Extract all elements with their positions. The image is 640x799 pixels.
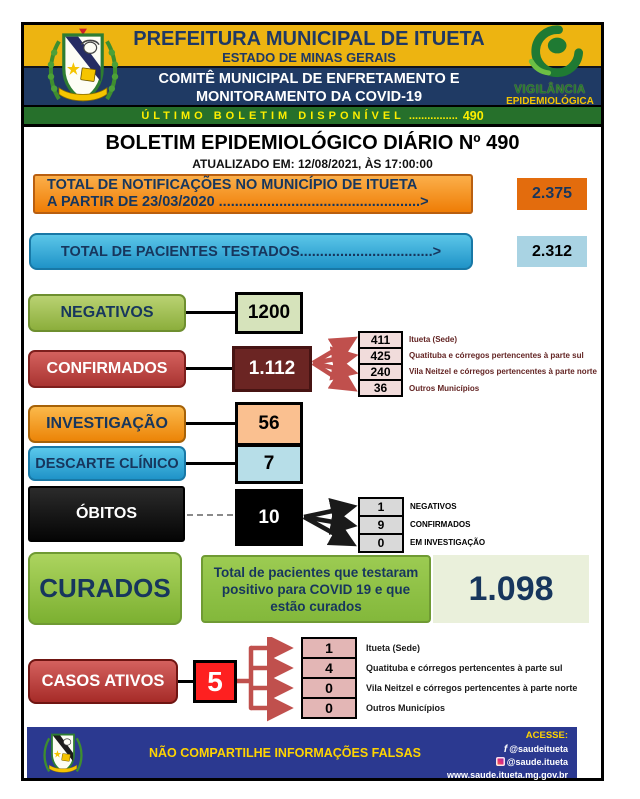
confirmados-breakdown-value: 36	[358, 379, 403, 397]
obitos-breakdown-boxes	[358, 497, 404, 553]
casos-ativos-connector	[178, 680, 193, 683]
footer-facebook-link[interactable]	[400, 743, 568, 757]
casos-ativos-breakdown-boxes	[301, 637, 357, 719]
casos-breakdown-label: Quatituba e córregos pertencentes à parte sul	[366, 663, 563, 673]
confirmados-connector	[186, 367, 232, 370]
last-bulletin-band	[24, 105, 601, 127]
descarte-connector	[186, 462, 235, 465]
descarte-value: 7	[235, 444, 303, 484]
obitos-arrows	[303, 497, 358, 557]
confirmados-breakdown-label: Quatituba e córregos pertencentes à parte sul	[409, 351, 584, 360]
obitos-breakdown-label: EM INVESTIGAÇÃO	[410, 538, 486, 547]
bulletin-title: BOLETIM EPIDEMIOLÓGICO DIÁRIO Nº 490	[105, 132, 520, 154]
descarte-clinico-box: DESCARTE CLÍNICO	[28, 446, 186, 481]
investigacao-value: 56	[235, 402, 303, 446]
obitos-value: 10	[235, 489, 303, 546]
investigacao-connector	[186, 422, 235, 425]
obitos-connector	[187, 514, 233, 516]
investigacao-box: INVESTIGAÇÃO	[28, 405, 186, 443]
bulletin-updated: ATUALIZADO EM: 12/08/2021, ÀS 17:00:00	[192, 157, 433, 171]
confirmados-box: CONFIRMADOS	[28, 350, 186, 388]
last-bulletin-number: 490	[462, 108, 484, 123]
negativos-connector	[186, 311, 235, 314]
negativos-value: 1200	[235, 292, 303, 334]
casos-ativos-bracket-arrows	[237, 637, 301, 725]
footer-coat-of-arms	[40, 730, 86, 776]
vigilancia-epidemiologica-logo	[498, 24, 602, 107]
casos-breakdown-label: Vila Neitzel e córregos pertencentes à parte norte	[366, 683, 578, 693]
casos-breakdown-label: Outros Municípios	[366, 703, 446, 713]
last-bulletin-label: ÚLTIMO BOLETIM DISPONÍVEL	[141, 109, 405, 122]
casos-breakdown-value: 0	[301, 697, 357, 719]
committee-line2: MONITORAMENTO DA COVID-19	[195, 89, 423, 105]
casos-breakdown-value: 1	[301, 637, 357, 659]
epidemiologica-text: EPIDEMIOLÓGICA	[506, 96, 594, 107]
header-title-block	[128, 28, 490, 66]
footer-access-label: ACESSE:	[525, 730, 568, 741]
confirmados-breakdown-label: Outros Municípios	[409, 384, 480, 393]
curados-description: Total de pacientes que testaram positivo para COVID 19 e que estão curados	[213, 564, 419, 614]
footer-message: NÃO COMPARTILHE INFORMAÇÕES FALSAS	[149, 746, 421, 760]
curados-description-box	[201, 555, 431, 623]
footer-social-block	[400, 730, 568, 781]
notifications-bar	[33, 174, 473, 214]
last-bulletin-dots: ................	[408, 109, 458, 122]
facebook-handle: @saudeitueta	[509, 743, 568, 754]
curados-value: 1.098	[433, 555, 589, 623]
obitos-breakdown-value: 1	[358, 497, 404, 517]
obitos-box: ÓBITOS	[28, 486, 185, 542]
confirmados-value: 1.112	[232, 346, 312, 392]
footer-instagram-link[interactable]	[400, 756, 568, 769]
tested-label: TOTAL DE PACIENTES TESTADOS.................................>	[60, 243, 442, 260]
instagram-handle: @saude.itueta	[506, 757, 568, 767]
instagram-icon	[496, 757, 505, 766]
itueta-coat-of-arms	[42, 27, 124, 107]
footer-website-link[interactable]: www.saude.itueta.mg.gov.br	[446, 769, 568, 780]
curados-box: CURADOS	[28, 552, 182, 625]
casos-ativos-value: 5	[193, 660, 237, 703]
confirmados-breakdown-label: Vila Neitzel e córregos pertencentes à parte norte	[409, 367, 597, 376]
obitos-breakdown-value: 9	[358, 515, 404, 535]
confirmados-breakdown-boxes	[358, 331, 403, 397]
tested-value: 2.312	[517, 236, 587, 267]
confirmados-breakdown-value: 240	[358, 363, 403, 381]
casos-ativos-box: CASOS ATIVOS	[28, 659, 178, 704]
notifications-line2: A PARTIR DE 23/03/2020 ..................................................>	[47, 194, 429, 210]
committee-block	[128, 70, 490, 106]
confirmados-breakdown-value: 425	[358, 347, 403, 365]
vigilancia-swoosh-icon	[513, 24, 587, 80]
confirmados-breakdown-value: 411	[358, 331, 403, 349]
vigilancia-text: VIGILÂNCIA	[514, 84, 586, 96]
notifications-value: 2.375	[517, 178, 587, 210]
negativos-box: NEGATIVOS	[28, 294, 186, 332]
committee-line1: COMITÊ MUNICIPAL DE ENFRETAMENTO E	[158, 71, 460, 87]
casos-breakdown-value: 0	[301, 677, 357, 699]
confirmados-fan-arrows	[312, 331, 358, 401]
municipality-title: PREFEITURA MUNICIPAL DE ITUETA	[133, 28, 485, 50]
obitos-breakdown-label: NEGATIVOS	[410, 502, 457, 511]
state-subtitle: ESTADO DE MINAS GERAIS	[222, 50, 396, 65]
confirmados-breakdown-label: Itueta (Sede)	[409, 335, 458, 344]
casos-breakdown-label: Itueta (Sede)	[366, 643, 421, 653]
facebook-icon: f	[503, 743, 508, 755]
casos-breakdown-value: 4	[301, 657, 357, 679]
obitos-breakdown-value: 0	[358, 533, 404, 553]
notifications-line1: TOTAL DE NOTIFICAÇÕES NO MUNICÍPIO DE ITUETA	[47, 177, 418, 193]
obitos-breakdown-label: CONFIRMADOS	[410, 520, 471, 529]
tested-bar	[29, 233, 473, 270]
